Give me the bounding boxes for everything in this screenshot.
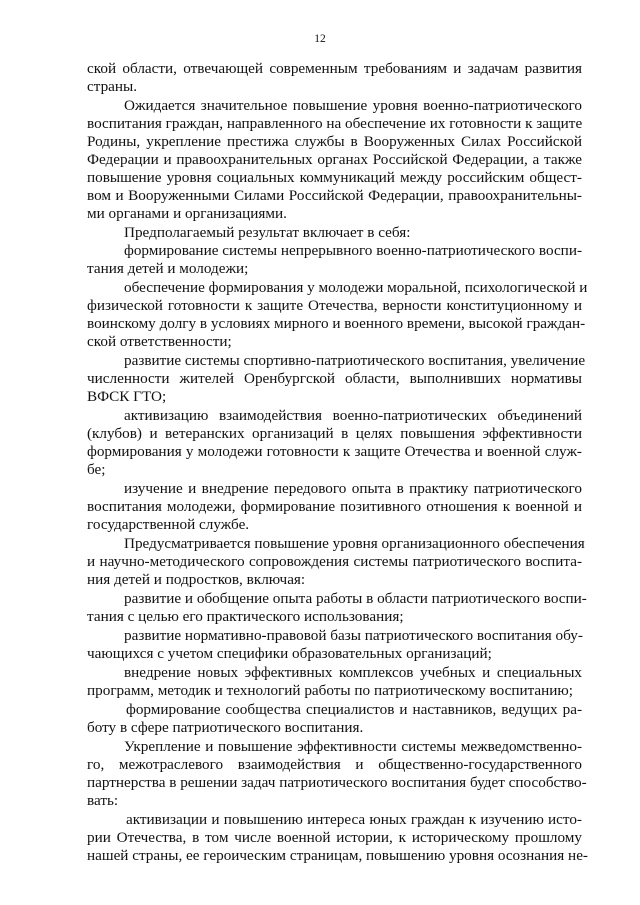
text-line: вом и Вооруженными Силами Российской Федерации, правоохранительны- [87, 187, 582, 204]
text-line: чающихся с учетом специфики образовательных организаций; [87, 645, 492, 662]
text-line: боту в сфере патриотического воспитания. [87, 719, 364, 736]
text-line: страны. [87, 78, 138, 95]
text-line: формирования у молодежи готовности к защите Отечества и военной служ- [87, 443, 582, 460]
paragraph-first-line: Предусматривается повышение уровня организационного обеспечения [124, 535, 585, 552]
list-item-first-line: развитие системы спортивно-патриотического воспитания, увеличение [124, 352, 586, 369]
page-number: 12 [314, 33, 326, 45]
text-line: (клубов) и ветеранских организаций в целях повышения эффективности [87, 425, 582, 442]
text-line: численности жителей Оренбургской области, выполнивших нормативы [87, 370, 582, 387]
text-line: вать: [87, 792, 119, 809]
text-line: государственной службе. [87, 516, 250, 533]
text-line: повышение уровня социальных коммуникаций между российским общест- [87, 169, 582, 186]
text-line: Федерации и правоохранительных органах Российской Федерации, а также [87, 151, 582, 168]
text-line: программ, методик и технологий работы по патриотическому воспитанию; [87, 682, 573, 699]
text-line: ской области, отвечающей современным требованиям и задачам развития [87, 60, 582, 77]
paragraph-first-line: Ожидается значительное повышение уровня военно-патриотического [124, 97, 582, 114]
text-line: партнерства в решении задач патриотического воспитания будет способство- [87, 774, 587, 791]
paragraph-first-line: Предполагаемый результат включает в себя: [124, 224, 411, 241]
text-line: ской ответственности; [87, 333, 232, 350]
list-item-first-line: активизации и повышению интереса юных граждан к изучению исто- [126, 811, 582, 828]
list-item-first-line: формирование сообщества специалистов и наставников, ведущих ра- [126, 701, 582, 718]
text-line: и научно-методического сопровождения системы патриотического воспита- [87, 553, 582, 570]
text-line: рии Отечества, в том числе военной истории, к историческому прошлому [87, 829, 582, 846]
list-item-first-line: внедрение новых эффективных комплексов учебных и специальных [124, 664, 582, 681]
list-item-first-line: развитие и обобщение опыта работы в области патриотического воспи- [124, 590, 587, 607]
text-line: го, межотраслевого взаимодействия и общественно-государственного [87, 756, 582, 773]
text-line: физической готовности к защите Отечества, верности конституционному и [87, 297, 582, 314]
list-item-first-line: обеспечение формирования у молодежи моральной, психологической и [124, 279, 588, 296]
text-line: бе; [87, 461, 106, 478]
paragraph-first-line: Укрепление и повышение эффективности системы межведомственно- [124, 738, 582, 755]
text-line: тания детей и молодежи; [87, 260, 249, 277]
text-line: воинскому долгу в условиях мирного и военного времени, высокой граждан- [87, 315, 586, 332]
text-line: воспитания граждан, направленного на обеспечение их готовности к защите [87, 115, 583, 132]
list-item-first-line: развитие нормативно-правовой базы патриотического воспитания обу- [124, 627, 583, 644]
text-line: Родины, укрепление престижа службы в Вооруженных Силах Российской [87, 133, 582, 150]
text-line: ния детей и подростков, включая: [87, 571, 306, 588]
text-line: ВФСК ГТО; [87, 388, 167, 405]
text-line: воспитания молодежи, формирование позитивного отношения к военной и [87, 498, 582, 515]
text-line: тания с целью его практического использования; [87, 608, 404, 625]
list-item-first-line: изучение и внедрение передового опыта в практику патриотического [124, 480, 582, 497]
list-item-first-line: активизацию взаимодействия военно-патриотических объединений [124, 407, 582, 424]
list-item-first-line: формирование системы непрерывного военно-патриотического воспи- [124, 242, 582, 259]
text-line: ми органами и организациями. [87, 205, 287, 222]
text-line: нашей страны, ее героическим страницам, повышению уровня осознания не- [87, 847, 588, 864]
